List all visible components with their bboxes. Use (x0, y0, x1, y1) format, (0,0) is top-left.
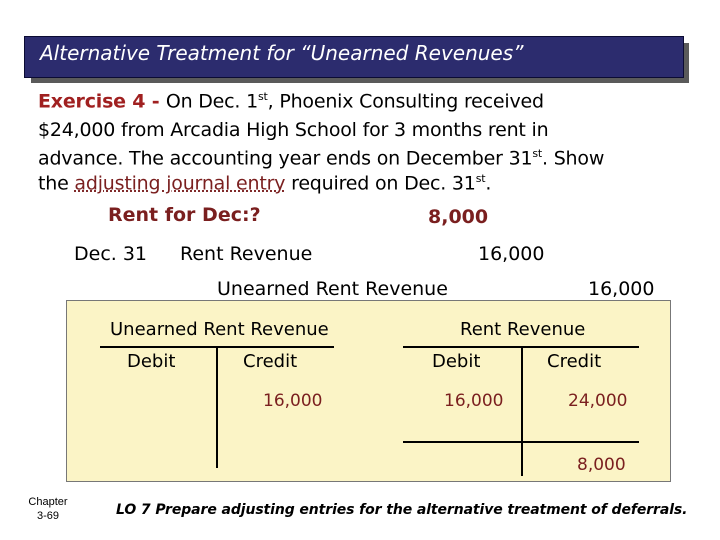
exercise-line1-sup: st (257, 90, 268, 103)
exercise-line-1 (38, 90, 544, 112)
exercise-line-3 (38, 147, 604, 169)
journal-debit-amount: 16,000 (478, 243, 545, 265)
exercise-line-2: $24,000 from Arcadia High School for 3 months rent in (38, 119, 549, 141)
rent-for-dec-amount: 8,000 (428, 206, 489, 228)
t-account-right-credit-posting: 24,000 (568, 391, 628, 411)
learning-objective: LO 7 Prepare adjusting entries for the alternative treatment of deferrals. (116, 502, 688, 518)
t-account-right-credit-label: Credit (547, 351, 602, 372)
t-account-left-divider (216, 346, 218, 468)
t-account-right-debit-posting: 16,000 (444, 391, 504, 411)
t-account-left-title: Unearned Rent Revenue (110, 319, 329, 340)
exercise-line4-post: required on Dec. 31 (285, 172, 476, 195)
t-account-right-balance-line (403, 441, 639, 443)
chapter-label (22, 495, 74, 523)
t-account-left-credit-posting: 16,000 (263, 391, 323, 411)
t-account-left-debit-label: Debit (127, 351, 176, 372)
exercise-line3-rest: . Show (542, 147, 605, 170)
adjusting-journal-entry-link[interactable]: adjusting journal entry (74, 172, 286, 195)
exercise-line4-end: . (485, 172, 492, 195)
t-account-right-divider (521, 346, 523, 476)
exercise-label: Exercise 4 (38, 90, 146, 113)
t-account-left-credit-label: Credit (243, 351, 298, 372)
journal-date: Dec. 31 (74, 243, 148, 265)
journal-debit-account: Rent Revenue (180, 243, 313, 265)
exercise-line1-text: On Dec. 1 (165, 90, 258, 113)
t-account-right-debit-label: Debit (432, 351, 481, 372)
chapter-text: Chapter (28, 496, 68, 508)
slide-title: Alternative Treatment for “Unearned Revenues” (40, 41, 524, 65)
rent-for-dec-label: Rent for Dec:? (108, 204, 261, 226)
chapter-page: 3-69 (36, 510, 60, 522)
exercise-line1-rest: , Phoenix Consulting received (267, 90, 544, 113)
exercise-line3-sup: st (532, 147, 543, 160)
exercise-line4-pre: the (38, 172, 75, 195)
exercise-line-4 (38, 172, 491, 194)
t-account-right-title: Rent Revenue (460, 319, 586, 340)
t-account-right-balance: 8,000 (577, 455, 626, 475)
exercise-dash: - (145, 90, 166, 113)
exercise-line4-sup: st (475, 172, 486, 185)
journal-credit-amount: 16,000 (588, 278, 655, 300)
journal-credit-account: Unearned Rent Revenue (217, 278, 448, 300)
exercise-line3-text: advance. The accounting year ends on December 31 (38, 147, 533, 170)
